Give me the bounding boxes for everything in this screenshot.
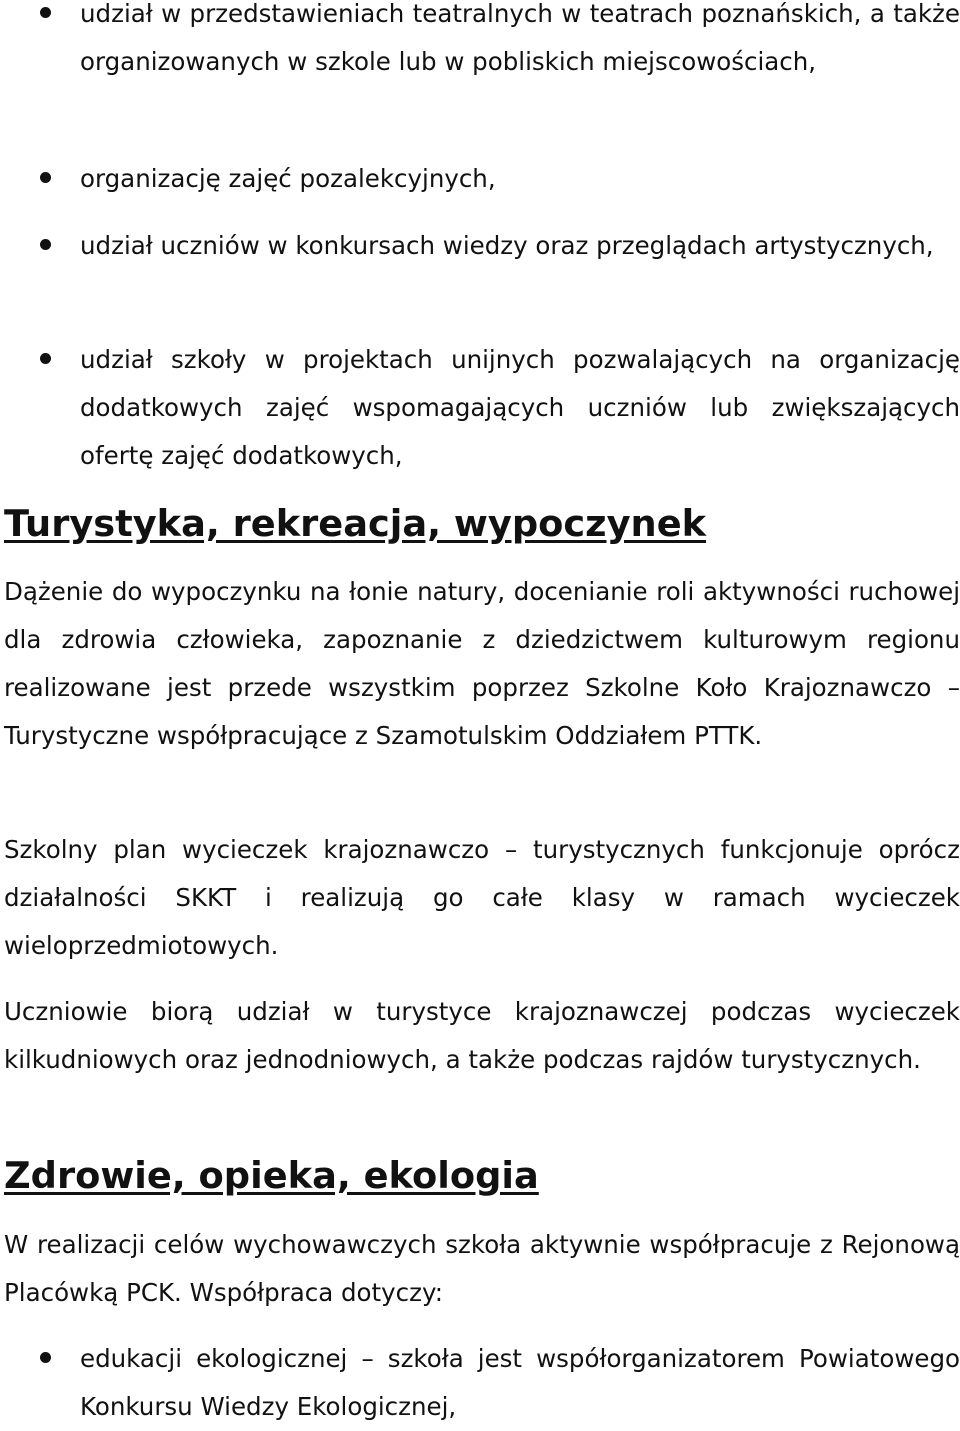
section-heading-tourism: Turystyka, rekreacja, wypoczynek xyxy=(4,502,707,545)
bullet-icon xyxy=(40,1352,51,1363)
paragraph: Dążenie do wypoczynku na łonie natury, docenianie roli aktywności ruchowej dla zdrowia człowieka, zapoznanie z dziedzictwem kulturowym regionu realizowane jest przede wszystkim poprzez Szkolne Koło Krajoznawczo – Turystyczne współpracujące z Szamotulskim Oddziałem PTTK. xyxy=(4,577,960,750)
bullet-icon xyxy=(40,7,51,18)
list-item xyxy=(0,336,960,480)
paragraph: W realizacji celów wychowawczych szkoła aktywnie współpracuje z Rejonową Placówką PCK. Współpraca dotyczy: xyxy=(4,1230,960,1307)
section-heading-health: Zdrowie, opieka, ekologia xyxy=(4,1154,539,1197)
list-item xyxy=(0,1335,960,1431)
bullet-icon xyxy=(40,172,51,183)
list-item-text: udział szkoły w projektach unijnych pozwalających na organizację dodatkowych zajęć wspomagających uczniów lub zwiększających ofertę zajęć dodatkowych, xyxy=(80,345,960,470)
paragraph: Uczniowie biorą udział w turystyce krajoznawczej podczas wycieczek kilkudniowych oraz jednodniowych, a także podczas rajdów turystycznych. xyxy=(4,997,960,1074)
bullet-icon xyxy=(40,353,51,364)
list-item xyxy=(0,222,960,270)
list-item-text: organizację zajęć pozalekcyjnych, xyxy=(80,164,496,193)
list-item-text: udział w przedstawieniach teatralnych w teatrach poznańskich, a także organizowanych w szkole lub w pobliskich miejscowościach, xyxy=(80,0,960,76)
list-item xyxy=(0,0,960,86)
list-item xyxy=(0,155,960,203)
paragraph: Szkolny plan wycieczek krajoznawczo – turystycznych funkcjonuje oprócz działalności SKKT i realizują go całe klasy w ramach wycieczek wieloprzedmiotowych. xyxy=(4,835,960,960)
list-item-text: udział uczniów w konkursach wiedzy oraz przeglądach artystycznych, xyxy=(80,231,934,260)
bullet-icon xyxy=(40,239,51,250)
list-item-text: edukacji ekologicznej – szkoła jest współorganizatorem Powiatowego Konkursu Wiedzy Ekologicznej, xyxy=(80,1344,960,1421)
